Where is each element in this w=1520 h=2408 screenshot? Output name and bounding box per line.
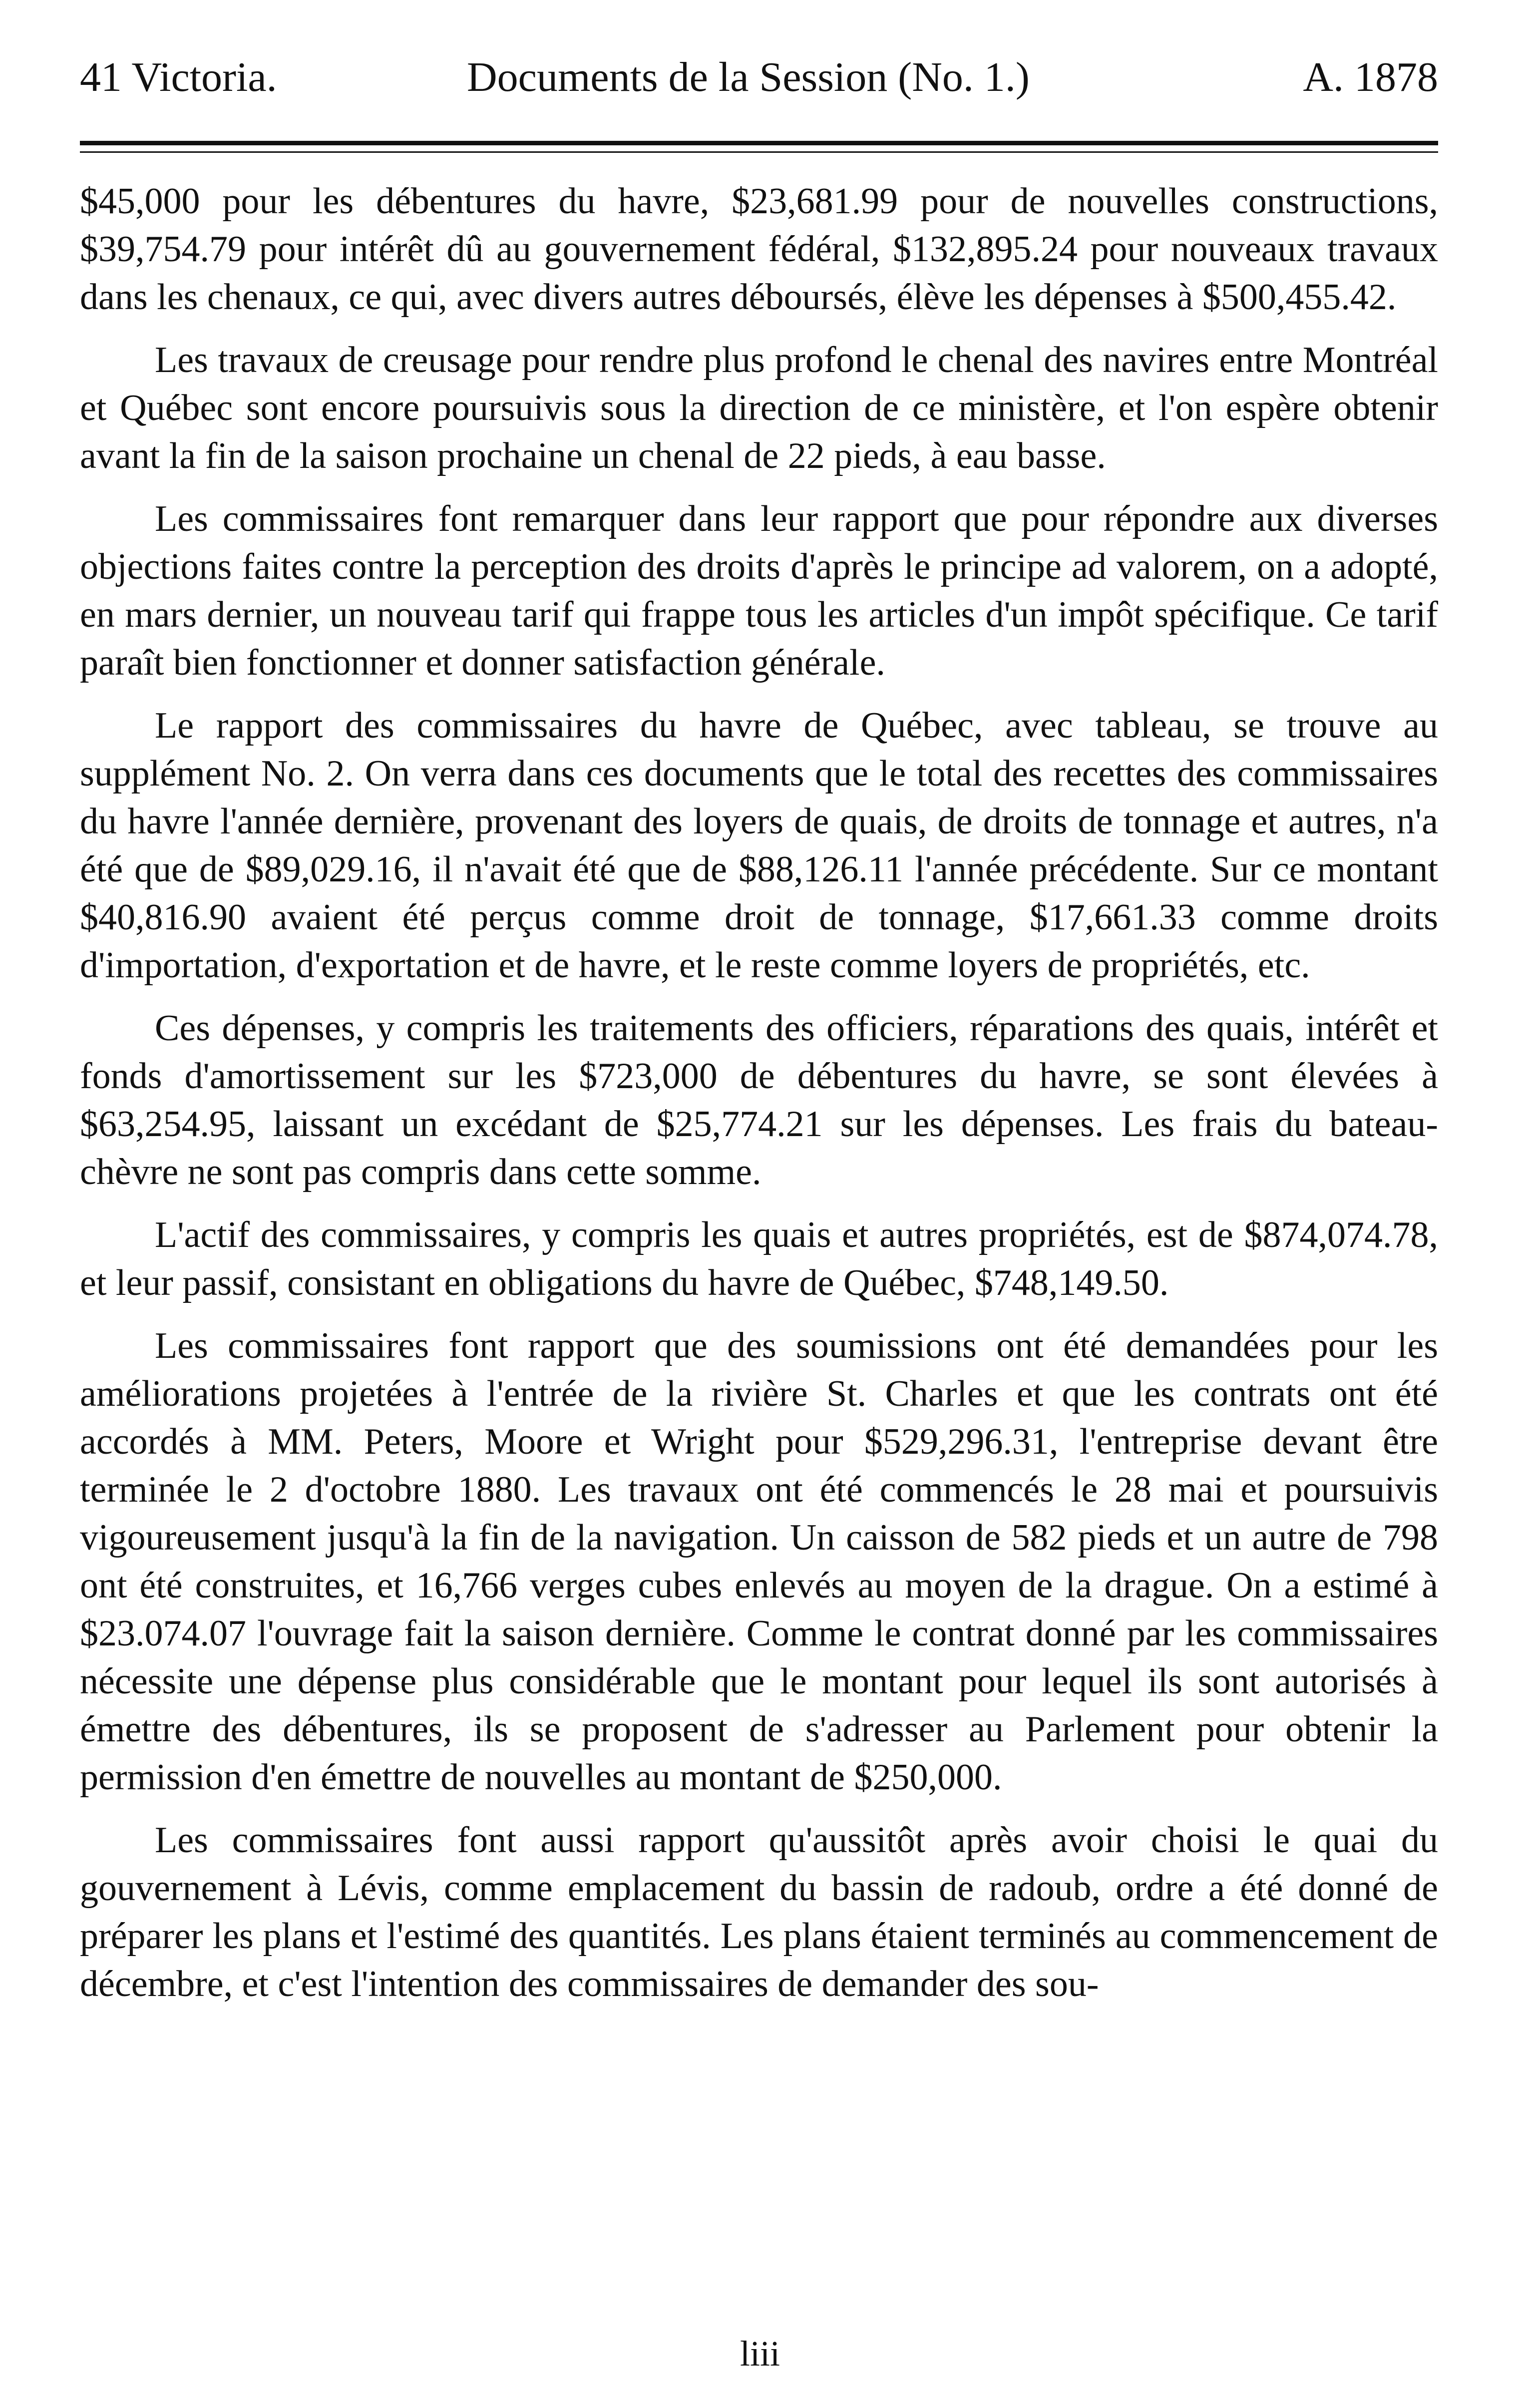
paragraph-harbour-expenses: Ces dépenses, y compris les traitements des officiers, réparations des quais, intérêt et fonds d'amortissement sur les $723,000 de débentures du havre, se sont élevées à $63,254.95, laissant un excédant de $25,774.21 sur les dépenses. Les frais du bateau-chèvre ne sont pas compris dans cette somme.: [80, 1008, 1438, 1193]
paragraph-harbour-receipts: Le rapport des commissaires du havre de Québec, avec tableau, se trouve au supplément No. 2. On verra dans ces documents que le total des recettes des commissaires du havre l'année dernière, provenant des loyers de quais, de droits de tonnage et autres, n'a été que de $89,029.16, il n'avait été que de $88,126.11 l'année précédente. Sur ce montant $40,816.90 avaient été perçus comme droit de tonnage, $17,661.33 comme droits d'importation, d'exportation et de havre, et le reste comme loyers de propriétés, etc.: [80, 705, 1438, 986]
paragraph-channel-dredging: Les travaux de creusage pour rendre plus profond le chenal des navires entre Montréal et Québec sont encore poursuivis sous la direction de ce ministère, et l'on espère obtenir avant la fin de la saison prochaine un chenal de 22 pieds, à eau basse.: [80, 340, 1438, 476]
page-folio: liii: [740, 2334, 780, 2374]
paragraph-new-tariff: Les commissaires font remarquer dans leur rapport que pour répondre aux diverses objections faites contre la perception des droits d'après le principe ad valorem, on a adopté, en mars dernier, un nouveau tarif qui frappe tous les articles d'un impôt spécifique. Ce tarif paraît bien fonctionner et donner satisfaction générale.: [80, 498, 1438, 683]
header-regnal-year: 41 Victoria.: [80, 54, 277, 100]
paragraph-expenditures: $45,000 pour les débentures du havre, $23,681.99 pour de nouvelles constructions, $39,754.79 pour intérêt dû au gouvernement fédéral, $132,895.24 pour nouveaux travaux dans les chenaux, ce qui, avec divers autres déboursés, élève les dépenses à $500,455.42.: [80, 181, 1438, 318]
header-rule-thin: [80, 151, 1438, 153]
paragraph-assets-liabilities: L'actif des commissaires, y compris les quais et autres propriétés, est de $874,074.78, et leur passif, consistant en obligations du havre de Québec, $748,149.50.: [80, 1214, 1438, 1303]
header-year: A. 1878: [1303, 54, 1438, 100]
running-header: [80, 47, 1438, 107]
paragraph-graving-dock: Les commissaires font aussi rapport qu'aussitôt après avoir choisi le quai du gouvernement à Lévis, comme emplacement du bassin de radoub, ordre a été donné de préparer les plans et l'estimé des quantités. Les plans étaient terminés au commencement de décembre, et c'est l'intention des commissaires de demander des sou-: [80, 1820, 1438, 2005]
header-rule-thick: [80, 141, 1438, 145]
paragraph-st-charles-works: Les commissaires font rapport que des soumissions ont été demandées pour les améliorations projetées à l'entrée de la rivière St. Charles et que les contrats ont été accordés à MM. Peters, Moore et Wright pour $529,296.31, l'entreprise devant être terminée le 2 d'octobre 1880. Les travaux ont été commencés le 28 mai et poursuivis vigoureusement jusqu'à la fin de la navigation. Un caisson de 582 pieds et un autre de 798 ont été construites, et 16,766 verges cubes enlevés au moyen de la drague. On a estimé à $23.074.07 l'ouvrage fait la saison dernière. Comme le contrat donné par les commissaires nécessite une dépense plus considérable que le montant pour lequel ils sont autorisés à émettre des débentures, ils se proposent de s'adresser au Parlement pour obtenir la permission d'en émettre de nouvelles au montant de $250,000.: [80, 1325, 1438, 1798]
header-document-title: Documents de la Session (No. 1.): [467, 54, 1030, 100]
body-text: [80, 177, 1438, 2008]
